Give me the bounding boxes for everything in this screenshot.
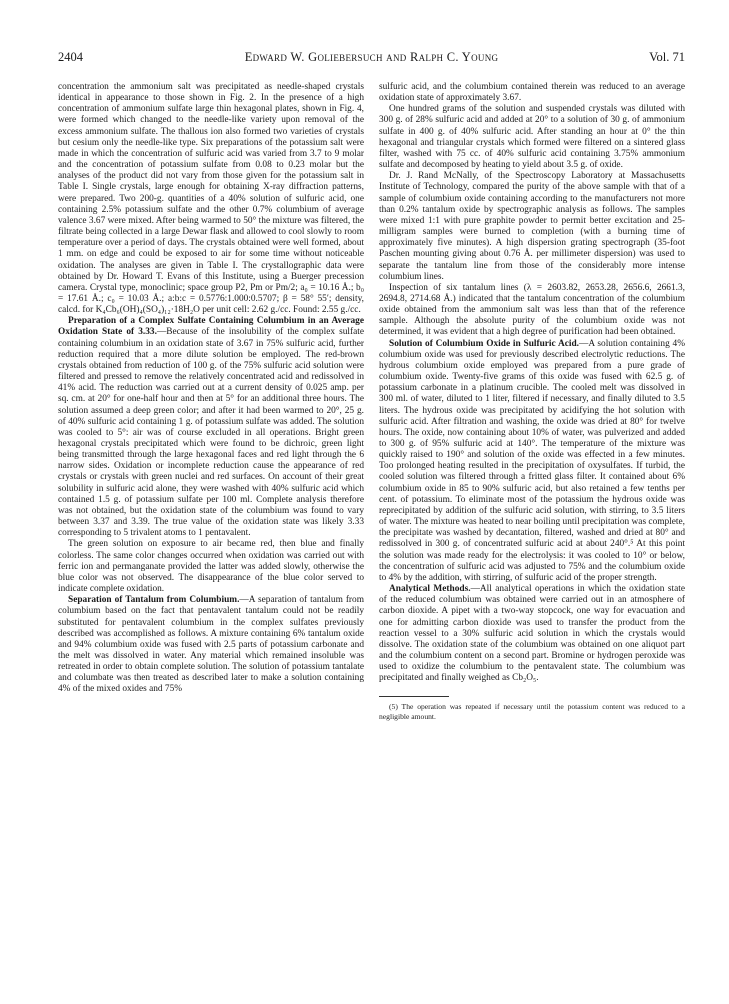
section-run-in-heading: Analytical Methods. — [389, 584, 471, 595]
section-run-in-heading: Separation of Tantalum from Columbium. — [68, 595, 240, 606]
paragraph — [379, 584, 685, 684]
paragraph-text: —A solution containing 4% columbium oxide was used for previously described electrolytic reductions. The hydrous columbium oxide employed was prepared from a pure grade of columbium oxide. Twenty-five grams of this oxide was fused with 62.5 g. of potassium carbonate in a platinum crucible. The cooled melt was dissolved in 300 ml. of water, diluted to 1 liter, filtered if necessary, and finally diluted to 3.5 liters. The hydrous oxide was precipitated by acidifying the hot solution with sulfuric acid. After filtration and washing, the oxide was dried at 80° for twelve hours. The oxide, now containing about 10% of water, was pulverized and added to 300 g. of 95% sulfuric acid at 140°. The temperature of the mixture was quickly raised to 190° and solution of the oxide was effected in a few minutes. Too prolonged heating resulted in the precipitation of oxysulfates. If turbid, the cooled solution was filtered through a fritted glass filter. It contained about 6% columbium oxide in 85 to 90% sulfuric acid, but also retained a few tenths per cent. of potassium. To eliminate most of the potassium the hydrous oxide was reprecipitated by addition of the sulfuric acid solution, with stirring, to 3.5 liters of water. The mixture was heated to near boiling until precipitation was complete, the precipitate was washed by decantation, filtered, washed and dried at 80° and redissolved in 300 g. of concentrated sulfuric acid at about 240°.⁵ At this point the solution was made ready for the electrolysis: it was cooled to 10° or below, the concentration of sulfuric acid was adjusted to 75% and the columbium oxide to 4% by the addition, with stirring, of sulfuric acid of the proper strength. — [379, 338, 686, 583]
paragraph — [379, 339, 685, 584]
volume-label: Vol. 71 — [649, 50, 685, 64]
paragraph-text: One hundred grams of the solution and suspended crystals was diluted with 300 g. of 28% sulfuric acid and added at 20° to a solution of 30 g. of ammonium sulfate in 400 g. of 40% sulfuric acid. After standing an hour at 0° the thin hexagonal and triangular crystals which formed were filtered on a sintered glass filter, washed with 75 cc. of 40% sulfuric acid containing 3.75% ammonium sulfate and decomposed by heating to yield about 3.5 g. of oxide. — [379, 104, 685, 171]
left-column — [58, 82, 364, 721]
footnote: (5) The operation was repeated if necessary until the potassium content was reduced to a negligible amount. — [379, 702, 685, 721]
paragraph — [379, 171, 685, 283]
paragraph-text: concentration the ammonium salt was precipitated as needle-shaped crystals identical in appearance to those shown in Fig. 2. In the presence of a high concentration of ammonium sulfate large thin hexagonal plates, shown in Fig. 4, were formed which changed to the needle-like variety upon removal of the excess ammonium sulfate. The thallous ion also formed two varieties of crystals but cesium only the needle-like type. Six preparations of the potassium salt were made in which the concentration of sulfuric acid was varied from 3.7 to 9 molar and the concentration of potassium sulfate from 0.08 to 0.23 molar but the analyses of the product did not vary from those given for the potassium salt in Table I. Single crystals, large enough for obtaining X-ray diffraction patterns, were prepared. Two 200-g. quantities of a 40% solution of sulfuric acid, one containing 2.5% potassium sulfate and the other 0.7% columbium of average valence 3.67 were mixed. After being warmed to 50° the mixture was filtered, the filtrate being collected in a large Dewar flask and allowed to cool slowly to room temperature over a period of days. The crystals obtained were well formed, about 1 mm. on edge and could be exposed to air for some time without noticeable oxidation. The analyses are given in Table I. The crystallographic data were obtained by Dr. Howard T. Evans of this Institute, using a Buerger precession camera. Crystal type, monoclinic; space group P2, Pm or Pm/2; a₀ = 10.16 Å.; b₀ = 17.61 Å.; c₀ = 10.03 Å.; a:b:c = 0.5776:1.000:0.5707; β = 58° 55′; density, calcd. for K₄Cb₆(OH)₄(SO₄)₁₂·18H₂O per unit cell: 2.62 g./cc. Found: 2.55 g./cc. — [58, 82, 364, 316]
right-column — [379, 82, 685, 721]
page-number: 2404 — [58, 50, 83, 64]
footnote-rule — [379, 696, 449, 697]
paragraph-text: The green solution on exposure to air became red, then blue and finally colorless. The same color changes occurred when oxidation was carried out with ferric ion and permanganate provided the latter was added slowly, otherwise the blue color was not observed. The disappearance of the blue color served to indicate complete oxidation. — [58, 539, 364, 595]
paragraph — [58, 539, 364, 595]
section-run-in-heading: Solution of Columbium Oxide in Sulfuric Acid. — [389, 338, 579, 349]
right-column-paragraphs — [379, 82, 685, 684]
paragraph — [379, 82, 685, 104]
paragraph — [58, 595, 364, 695]
two-column-body — [58, 82, 685, 721]
paragraph — [379, 283, 685, 339]
paragraph — [58, 316, 364, 539]
paragraph-text: —All analytical operations in which the oxidation state of the reduced columbium was obtained were carried out in an atmosphere of carbon dioxide. A pipet with a two-way stopcock, one way for evacuation and one for admitting carbon dioxide was used to transfer the product from the reaction vessel to a 30% sulfuric acid solution in which the crystals would dissolve. The oxidation state of the columbium was obtained on one aliquot part and the columbium content on a second part. Bromine or hydrogen peroxide was used to oxidize the columbium to the pentavalent state. The columbium was precipitated and finally weighed as Cb₂O₅. — [379, 584, 685, 684]
paragraph-text: Inspection of six tantalum lines (λ = 2603.82, 2653.28, 2656.6, 2661.3, 2694.8, 2714.68 Å.) indicated that the tantalum concentration of the columbium oxide obtained from the ammonium salt was less than that of the reference sample. Although the absolute purity of the columbium oxide was not determined, it was evident that a high degree of purification had been obtained. — [379, 282, 685, 338]
section-run-in-heading: Preparation of a Complex Sulfate Containing Columbium in an Average Oxidation State of 3.33. — [58, 316, 364, 338]
author-line: Edward W. Goliebersuch and Ralph C. Young — [244, 50, 499, 64]
paragraph-text: —A separation of tantalum from columbium based on the fact that pentavalent tantalum could not be readily substituted for pentavalent columbium in the complex sulfates previously described was accomplished as follows. A mixture containing 6% tantalum oxide and 94% columbium oxide was fused with 2.5 parts of potassium carbonate and the melt was dissolved in water. Any material which remained insoluble was retreated in order to obtain complete solution. The solution of potassium tantalate and columbate was then treated as described later to make a solution containing 4% of the mixed oxides and 75% — [58, 595, 364, 695]
running-header — [58, 50, 685, 68]
paragraph — [379, 104, 685, 171]
paragraph-text: Dr. J. Rand McNally, of the Spectroscopy Laboratory at Massachusetts Institute of Technology, compared the purity of the above sample with that of a sample of columbium oxide containing according to the manufacturers not more than 0.2% tantalum oxide by spectrographic analysis as follows. The samples were mixed 1:1 with pure graphite powder to permit better excitation and 25-milligram samples were burned to completion (with a burning time of approximately five minutes). A high dispersion grating spectrograph (35-foot Paschen mounting giving about 0.76 Å. per millimeter dispersion) was used to separate the tantalum line from those of the considerably more intense columbium lines. — [379, 171, 685, 282]
paragraph — [58, 82, 364, 316]
paragraph-text: sulfuric acid, and the columbium contained therein was reduced to an average oxidation state of approximately 3.67. — [379, 82, 685, 104]
paragraph-text: —Because of the insolubility of the complex sulfate containing columbium in an oxidation state of 3.67 in 75% sulfuric acid, further reduction required that a more dilute solution be employed. The red-brown crystals obtained from reduction of 100 g. of the 75% sulfuric acid solution were filtered and pressed to remove the relatively concentrated acid and redissolved in 41% acid. The reduction was carried out at a current density of 0.025 amp. per sq. cm. at 20° for one-half hour and then at 5° for an additional three hours. The solution assumed a deep green color; and after it had been warmed to 20°, 25 g. of 40% sulfuric acid containing 1 g. of potassium sulfate was added. The solution was cooled to 5°: air was of course excluded in all operations. Bright green hexagonal crystals precipitated which were found to be dichroic, green light being transmitted through the large hexagonal faces and red light through the 6 narrow sides. Oxidation or incomplete reduction cause the appearance of red crystals or crystals with green nuclei and red surfaces. On account of their great solubility in sulfuric acid alone, they were washed with 40% sulfuric acid which contained 1.5 g. of potassium sulfate per 100 ml. Complete analysis therefore was not obtained, but the oxidation state of the columbium was found to vary between 3.37 and 3.39. The true value of the oxidation state was likely 3.33 corresponding to 5 trivalent atoms to 1 pentavalent. — [58, 327, 365, 539]
